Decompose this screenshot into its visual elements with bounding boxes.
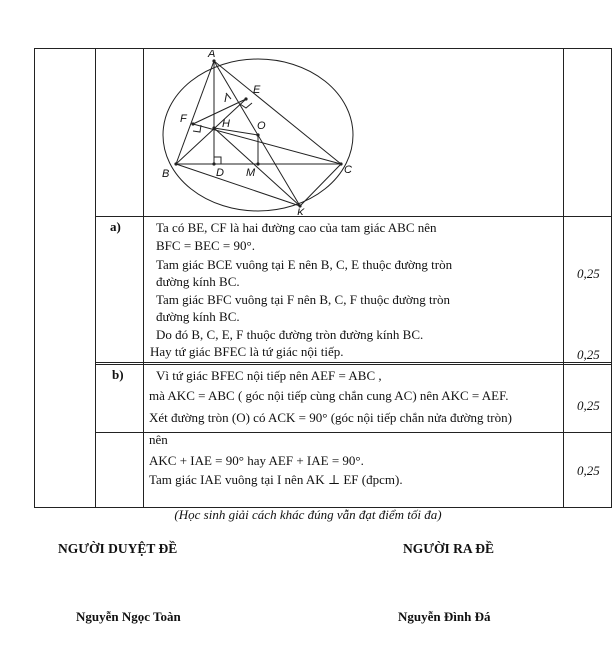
altitude-cf [193,124,341,164]
row-b-line-2: mà AKC = ABC ( góc nội tiếp cùng chắn cung AC) nên AKC = AEF. [149,388,509,403]
row-b-line-6: Tam giác IAE vuông tại I nên AK ⊥ EF (đpcm). [149,472,403,487]
label-k: K [297,207,305,215]
score-a-2: 0,25 [577,347,600,362]
row-a-line-3: Tam giác BCE vuông tại E nên B, C, E thuộc đường tròn [156,257,453,272]
score-b-1: 0,25 [577,398,600,413]
footnote: (Học sinh giải cách khác đúng vẫn đạt điểm tối đa) [174,507,442,522]
author-title: NGƯỜI RA ĐỀ [403,541,495,556]
label-d: D [216,167,224,179]
part-label-a: a) [110,219,121,234]
author-name: Nguyễn Đình Đá [398,609,491,624]
label-a: A [208,50,216,60]
segment-ef [193,99,246,124]
score-b-2: 0,25 [577,463,600,478]
label-o: O [257,120,266,132]
row-b-line-5: AKC + IAE = 90° hay AEF + IAE = 90°. [149,453,364,468]
part-label-b: b) [112,367,124,382]
row-a-line-5: Tam giác BFC vuông tại F nên B, C, F thuộc đường tròn [156,292,450,307]
label-b: B [162,168,170,180]
label-h: H [222,118,230,130]
label-c: C [344,164,352,176]
row-a-line-6: đường kính BC. [156,309,240,324]
label-f: F [180,113,187,125]
row-a-line-1: Ta có BE, CF là hai đường cao của tam giác ABC nên [156,220,437,235]
row-a-line-2: BFC = BEC = 90°. [156,238,255,253]
row-a-line-7: Do đó B, C, E, F thuộc đường tròn đường kính BC. [156,327,424,342]
segment-bk [176,164,300,206]
segment-ac [214,61,341,164]
geometry-figure [150,50,370,215]
segment-ck [300,164,341,206]
row-a-line-4: đường kính BC. [156,274,240,289]
label-e: E [253,84,261,96]
row-a-line-8: Hay tứ giác BFEC là tứ giác nội tiếp. [150,344,344,359]
row-b-line-3: Xét đường tròn (O) có ACK = 90° (góc nội tiếp chắn nửa đường tròn) [149,410,512,425]
label-m: M [246,167,256,179]
row-b-line-4: nên [149,432,168,447]
segment-hk [214,128,300,206]
label-i: I [224,93,228,105]
reviewer-title: NGƯỜI DUYỆT ĐỀ [58,541,178,556]
row-b-line-1: Vì tứ giác BFEC nội tiếp nên AEF = ABC , [156,368,382,383]
score-a-1: 0,25 [577,266,600,281]
reviewer-name: Nguyễn Ngọc Toàn [76,609,181,624]
